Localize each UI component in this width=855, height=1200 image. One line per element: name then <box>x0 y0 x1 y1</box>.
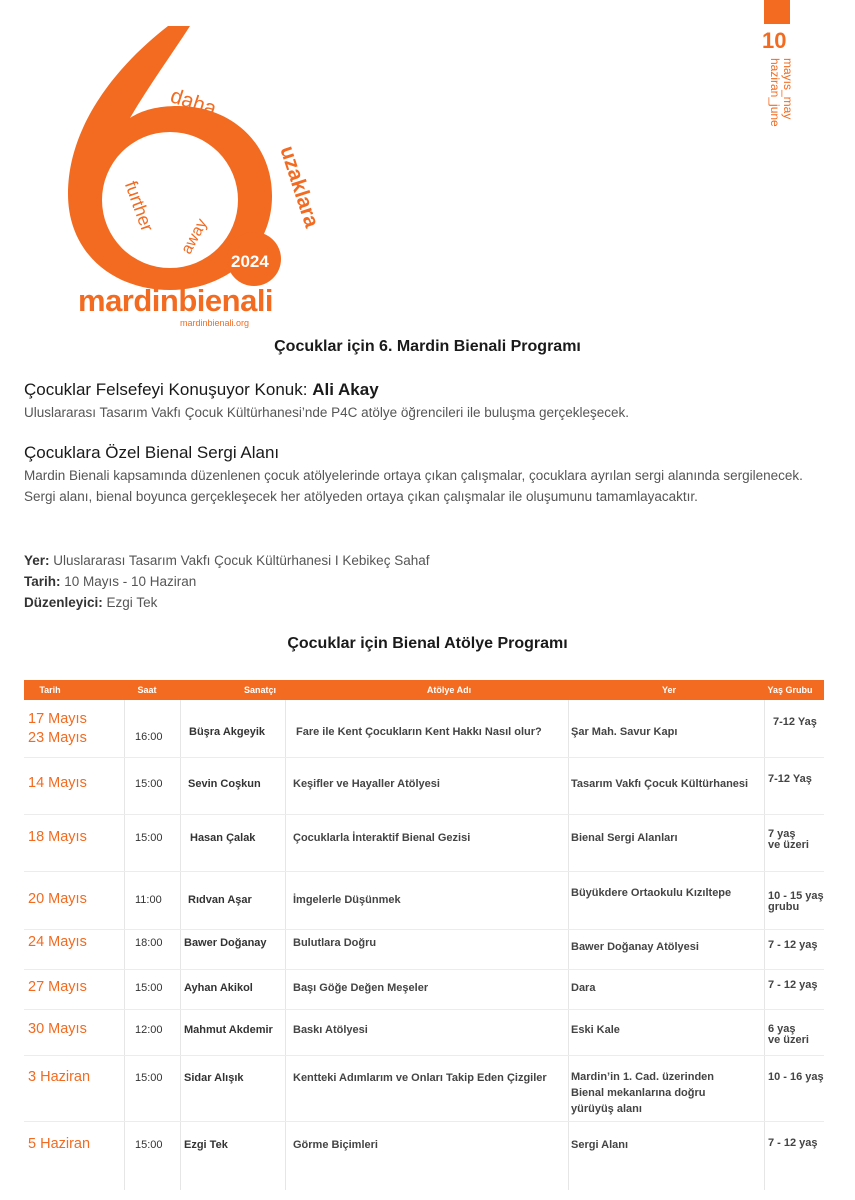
row-age: 7 - 12 yaş <box>768 939 818 951</box>
row-artist: Büşra Akgeyik <box>189 726 266 738</box>
header-age: Yaş Grubu <box>767 685 813 695</box>
header-artist: Sanatçı <box>243 685 276 695</box>
row-age: 10 - 15 yaş <box>768 890 824 902</box>
row-time: 15:00 <box>135 778 163 790</box>
section2-text: Mardin Bienali kapsamında düzenlenen çocuk atölyelerinde ortaya çıkan çalışmalar, çocuklara ayrılan sergi alanında sergilenecek. Sergi alanı, bienal boyunca gerçekleşecek her atölyeden ortaya çıkan çalışmalar ile oluşumunu tamamlayacaktır. <box>24 468 803 504</box>
row-date: 20 Mayıs <box>28 891 87 907</box>
info-organizer-label: Düzenleyici: <box>24 595 103 610</box>
row-age: 6 yaş <box>768 1023 796 1035</box>
logo-url: mardinbienali.org <box>180 318 250 328</box>
table-row <box>24 700 824 758</box>
row-date: 5 Haziran <box>28 1136 91 1152</box>
row-place: Büyükdere Ortaokulu Kızıltepe <box>571 887 732 899</box>
header-place: Yer <box>661 685 676 695</box>
header-date: Tarih <box>39 685 61 695</box>
row-artist: Ezgi Tek <box>184 1139 228 1151</box>
row-place-second: Bienal mekanlarına doğru <box>571 1087 706 1099</box>
header-time: Saat <box>137 685 157 695</box>
row-artist: Mahmut Akdemir <box>184 1024 273 1036</box>
logo-wordmark: mardinbienali <box>78 283 274 318</box>
row-time: 12:00 <box>135 1024 163 1036</box>
row-age: 7-12 Yaş <box>768 773 812 785</box>
info-date-label: Tarih: <box>24 574 61 589</box>
row-place: Mardin’in 1. Cad. üzerinden <box>571 1071 715 1083</box>
row-place: Dara <box>571 982 596 994</box>
row-artist: Rıdvan Aşar <box>188 894 252 906</box>
row-workshop: Bulutlara Doğru <box>293 937 377 949</box>
row-workshop: Fare ile Kent Çocukların Kent Hakkı Nasıl olur? <box>296 726 542 738</box>
logo-arc-bottom: away <box>178 216 211 258</box>
row-place: Bawer Doğanay Atölyesi <box>571 941 699 953</box>
section1-text: Uluslararası Tasarım Vakfı Çocuk Kültürhanesi’nde P4C atölye öğrencileri ile buluşma gerçekleşecek. <box>24 405 630 420</box>
info-date <box>24 574 196 589</box>
row-workshop: Çocuklarla İnteraktif Bienal Gezisi <box>293 832 471 844</box>
row-artist: Sidar Alışık <box>184 1072 244 1084</box>
date-tab-months <box>768 58 794 127</box>
row-place: Bienal Sergi Alanları <box>571 832 678 844</box>
row-workshop: İmgelerle Düşünmek <box>293 894 401 906</box>
row-workshop: Başı Göğe Değen Meşeler <box>293 982 429 994</box>
workshop-table <box>24 680 824 1180</box>
six-inner <box>102 132 238 268</box>
date-tab-day: 10 <box>762 28 787 53</box>
row-date: 17 Mayıs <box>28 711 87 727</box>
section2-heading: Çocuklara Özel Bienal Sergi Alanı <box>24 443 280 462</box>
row-artist: Sevin Coşkun <box>188 778 261 790</box>
header-workshop: Atölye Adı <box>426 685 472 695</box>
row-artist: Bawer Doğanay <box>184 937 267 949</box>
row-workshop: Keşifler ve Hayaller Atölyesi <box>293 778 440 790</box>
section1-heading-prefix: Çocuklar Felsefeyi Konuşuyor Konuk: <box>24 380 308 399</box>
info-organizer <box>24 595 157 610</box>
logo-arc-right: uzaklara <box>275 143 324 231</box>
row-place: Şar Mah. Savur Kapı <box>571 726 678 738</box>
table-row <box>24 970 824 1010</box>
workshop-title: Çocuklar için Bienal Atölye Programı <box>287 635 568 652</box>
logo-year: 2024 <box>231 252 269 271</box>
row-workshop: Baskı Atölyesi <box>293 1024 368 1036</box>
row-place: Eski Kale <box>571 1024 620 1036</box>
row-time: 15:00 <box>135 1072 163 1084</box>
date-tab-may: mayıs_may <box>781 58 795 120</box>
row-time: 11:00 <box>135 894 162 906</box>
row-date: 30 Mayıs <box>28 1021 87 1037</box>
section1-guest: Ali Akay <box>312 380 379 399</box>
row-age: 7 - 12 yaş <box>768 979 818 991</box>
table-row <box>24 758 824 815</box>
section1-heading <box>24 380 379 400</box>
table-row <box>24 1010 824 1056</box>
logo-arc-left: further <box>120 178 158 234</box>
info-place-label: Yer: <box>24 553 50 568</box>
page-title: Çocuklar için 6. Mardin Bienali Programı <box>274 338 581 355</box>
row-place: Sergi Alanı <box>571 1139 629 1151</box>
row-age-second: ve üzeri <box>768 839 809 851</box>
row-age: 7 yaş <box>768 828 796 840</box>
row-date: 24 Mayıs <box>28 934 87 950</box>
row-time: 15:00 <box>135 1139 163 1151</box>
row-age: 7 - 12 yaş <box>768 1137 818 1149</box>
row-time: 15:00 <box>135 832 163 844</box>
date-tab-june: haziran_june <box>768 58 782 127</box>
date-tab-block <box>764 0 790 24</box>
info-place-value: Uluslararası Tasarım Vakfı Çocuk Kültürhanesi I Kebikeç Sahaf <box>53 553 430 568</box>
row-place: Tasarım Vakfı Çocuk Kültürhanesi <box>571 778 749 790</box>
table-header <box>24 680 824 700</box>
table-row <box>24 872 824 930</box>
row-age: 7-12 Yaş <box>773 716 817 728</box>
row-workshop: Kentteki Adımlarım ve Onları Takip Eden Çizgiler <box>293 1072 547 1084</box>
row-workshop: Görme Biçimleri <box>293 1139 378 1151</box>
info-organizer-value: Ezgi Tek <box>106 595 158 610</box>
row-place-third: yürüyüş alanı <box>571 1103 642 1115</box>
row-age: 10 - 16 yaş <box>768 1071 824 1083</box>
info-place <box>24 553 429 568</box>
logo-arc-top: daha <box>167 84 220 121</box>
info-date-value: 10 Mayıs - 10 Haziran <box>64 574 197 589</box>
row-date: 3 Haziran <box>28 1069 91 1085</box>
table-row <box>24 930 824 970</box>
table-row <box>24 1122 824 1180</box>
row-artist: Ayhan Akikol <box>184 982 253 994</box>
row-date-second: 23 Mayıs <box>28 730 87 746</box>
row-time: 15:00 <box>135 982 163 994</box>
row-time: 18:00 <box>135 937 163 949</box>
row-date: 27 Mayıs <box>28 979 87 995</box>
table-row <box>24 1056 824 1122</box>
row-age-second: grubu <box>768 901 800 913</box>
row-age-second: ve üzeri <box>768 1034 809 1046</box>
row-date: 14 Mayıs <box>28 775 87 791</box>
row-time: 16:00 <box>135 731 163 743</box>
row-date: 18 Mayıs <box>28 829 87 845</box>
row-artist: Hasan Çalak <box>190 832 256 844</box>
table-row <box>24 815 824 872</box>
